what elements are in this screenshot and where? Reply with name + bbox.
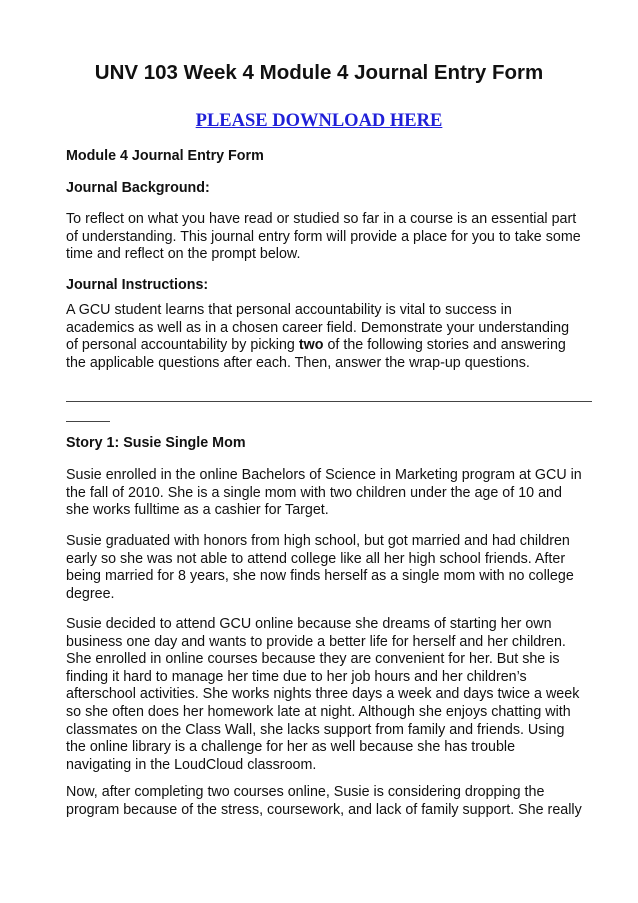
separator-line-tail (66, 421, 110, 422)
emphasis-two: two (298, 337, 324, 354)
document-title: UNV 103 Week 4 Module 4 Journal Entry Form (94, 61, 544, 84)
text-line: the fall of 2010. She is a single mom with two children under the age of 10 and (66, 484, 562, 501)
instructions-paragraph (66, 302, 606, 372)
story1-paragraph-2 (66, 533, 606, 603)
text-run: of the following stories and answering (323, 337, 566, 354)
story1-paragraph-4 (66, 784, 606, 819)
text-line: classmates on the Class Wall, she lacks support from family and friends. Using (66, 721, 565, 738)
text-line: afterschool activities. She works nights three days a week and days twice a week (66, 686, 580, 703)
text-run: of personal accountability by picking (66, 337, 299, 354)
story1-paragraph-3 (66, 616, 606, 774)
text-line: To reflect on what you have read or studied so far in a course is an essential part (66, 211, 577, 227)
text-line: business one day and wants to provide a better life for herself and her children. (66, 633, 566, 650)
background-heading: Journal Background: (66, 180, 210, 196)
text-line: navigating in the LoudCloud classroom. (66, 756, 317, 773)
story1-paragraph-1 (66, 467, 606, 520)
text-line: She enrolled in online courses because they are convenient for her. But she is (66, 651, 560, 668)
text-line: so she often does her homework late at night. Although she enjoys chatting with (66, 703, 571, 720)
text-line: early so she was not able to attend college like all her high school friends. After (66, 550, 566, 567)
background-paragraph (66, 211, 606, 264)
text-line: Susie decided to attend GCU online because she dreams of starting her own (66, 616, 552, 632)
text-line: Susie enrolled in the online Bachelors of Science in Marketing program at GCU in (66, 467, 582, 483)
text-line: A GCU student learns that personal accountability is vital to success in (66, 302, 512, 318)
text-line (66, 337, 606, 355)
story1-heading: Story 1: Susie Single Mom (66, 435, 246, 451)
text-line: the applicable questions after each. Then, answer the wrap-up questions. (66, 354, 530, 371)
text-line: time and reflect on the prompt below. (66, 246, 301, 263)
download-link[interactable]: PLEASE DOWNLOAD HERE (195, 111, 443, 131)
separator-line (66, 401, 592, 402)
text-line: she works fulltime as a cashier for Target. (66, 502, 329, 519)
text-line: degree. (66, 585, 115, 602)
form-heading: Module 4 Journal Entry Form (66, 148, 264, 164)
text-line: being married for 8 years, she now finds herself as a single mom with no college (66, 568, 574, 585)
text-line: finding it hard to manage her time due to her job hours and her children’s (66, 668, 527, 685)
text-line: of understanding. This journal entry form will provide a place for you to take some (66, 228, 581, 245)
instructions-heading: Journal Instructions: (66, 277, 209, 293)
text-line: program because of the stress, coursework, and lack of family support. She really (66, 801, 582, 818)
text-line: academics as well as in a chosen career field. Demonstrate your understanding (66, 319, 570, 336)
text-line: Now, after completing two courses online, Susie is considering dropping the (66, 784, 545, 800)
text-line: Susie graduated with honors from high school, but got married and had children (66, 533, 570, 549)
text-line: the online library is a challenge for her as well because she has trouble (66, 739, 516, 756)
